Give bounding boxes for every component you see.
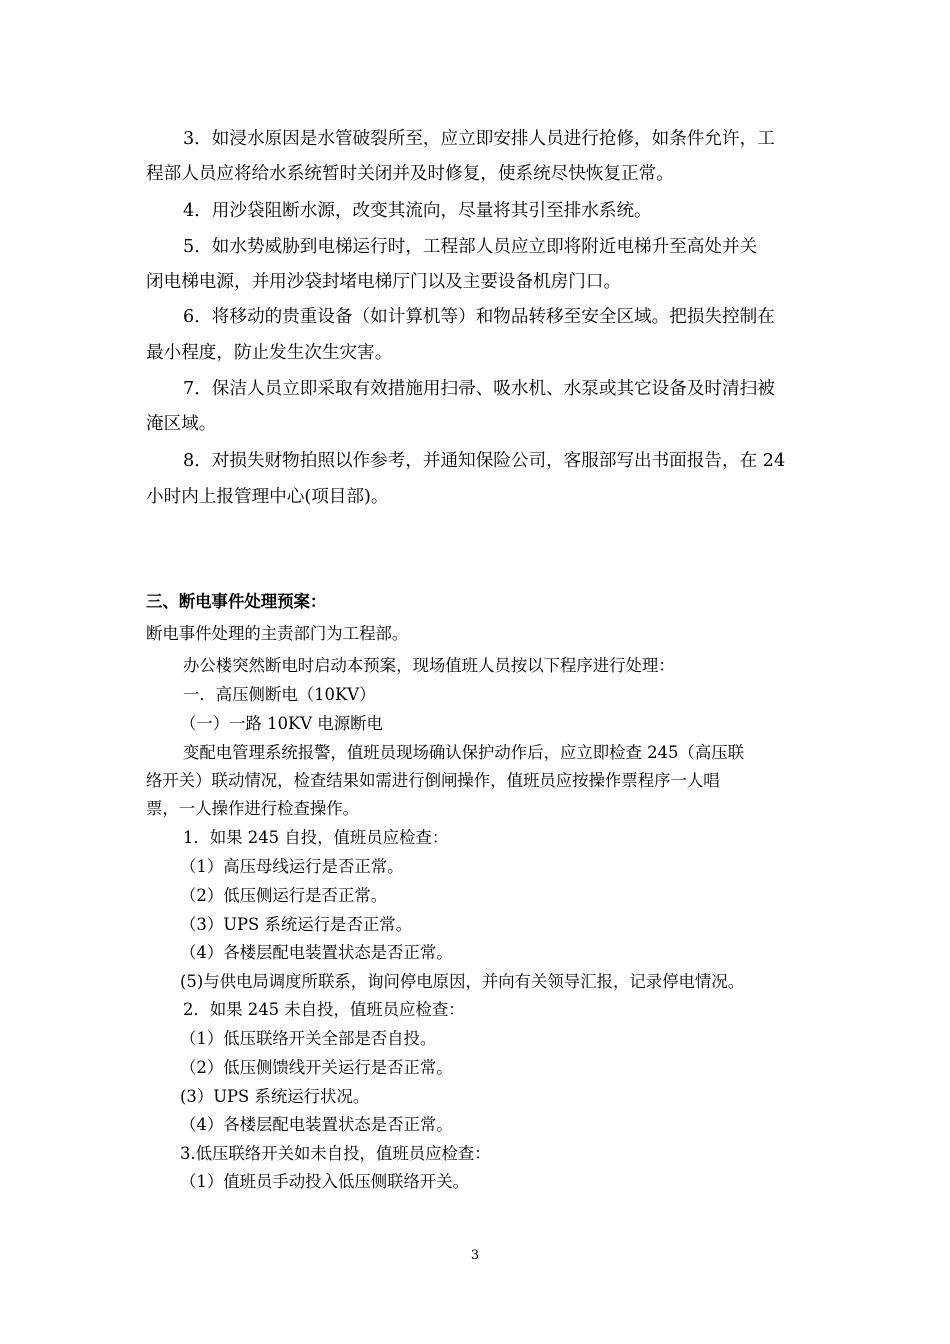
paragraph-line: 断电事件处理的主责部门为工程部。 [146, 624, 409, 643]
paragraph-line: 3.低压联络开关如未自投，值班员应检查： [180, 1144, 491, 1163]
paragraph-line: 1．如果 245 自投，值班员应检查： [183, 828, 449, 847]
paragraph-line: 办公楼突然断电时启动本预案，现场值班人员按以下程序进行处理： [183, 656, 675, 675]
paragraph-line: 变配电管理系统报警，值班员现场确认保护动作后，应立即检查 245（高压联 [183, 743, 744, 762]
paragraph-line: 8．对损失财物拍照以作参考，并通知保险公司，客服部写出书面报告，在 24 [183, 451, 786, 471]
paragraph-line: 淹区域。 [146, 414, 217, 434]
paragraph-line: （1）高压母线运行是否正常。 [180, 857, 404, 876]
section-heading: 三、断电事件处理预案： [146, 592, 327, 611]
paragraph-line: （2）低压侧运行是否正常。 [180, 886, 388, 905]
paragraph-line: 2．如果 245 未自投，值班员应检查： [183, 1000, 465, 1019]
paragraph-line: （1）值班员手动投入低压侧联络开关。 [180, 1172, 470, 1191]
paragraph-line: （4）各楼层配电装置状态是否正常。 [180, 943, 453, 962]
paragraph-line: （1）低压联络开关全部是否自投。 [180, 1029, 437, 1048]
paragraph-line: (3）UPS 系统运行状况。 [180, 1087, 370, 1106]
paragraph-line: 最小程度，防止发生次生灾害。 [146, 343, 393, 363]
paragraph-line: 闭电梯电源，并用沙袋封堵电梯厅门以及主要设备机房门口。 [146, 272, 622, 292]
page-number: 3 [470, 1248, 480, 1263]
paragraph-line: (5)与供电局调度所联系，询问停电原因，并向有关领导汇报，记录停电情况。 [180, 972, 745, 991]
paragraph-line: 一．高压侧断电（10KV） [183, 685, 376, 704]
paragraph-line: 程部人员应将给水系统暂时关闭并及时修复，使系统尽快恢复正常。 [146, 164, 674, 184]
paragraph-line: 6．将移动的贵重设备（如计算机等）和物品转移至安全区域。把损失控制在 [183, 307, 775, 327]
paragraph-line: 4．用沙袋阻断水源，改变其流向，尽量将其引至排水系统。 [183, 201, 652, 221]
paragraph-line: （一）一路 10KV 电源断电 [180, 714, 383, 733]
paragraph-line: 票，一人操作进行检查操作。 [146, 799, 360, 818]
paragraph-line: （3）UPS 系统运行是否正常。 [180, 915, 413, 934]
paragraph-line: 7．保洁人员立即采取有效措施用扫帚、吸水机、水泵或其它设备及时清扫被 [183, 379, 775, 399]
paragraph-line: 3．如浸水原因是水管破裂所至，应立即安排人员进行抢修，如条件允许，工 [183, 129, 775, 149]
paragraph-line: （4）各楼层配电装置状态是否正常。 [180, 1115, 453, 1134]
paragraph-line: 络开关）联动情况，检查结果如需进行倒闸操作，值班员应按操作票程序一人唱 [146, 771, 720, 790]
paragraph-line: （2）低压侧馈线开关运行是否正常。 [180, 1058, 453, 1077]
paragraph-line: 5．如水势威胁到电梯运行时，工程部人员应立即将附近电梯升至高处并关 [183, 237, 758, 257]
paragraph-line: 小时内上报管理中心(项目部)。 [146, 487, 389, 507]
